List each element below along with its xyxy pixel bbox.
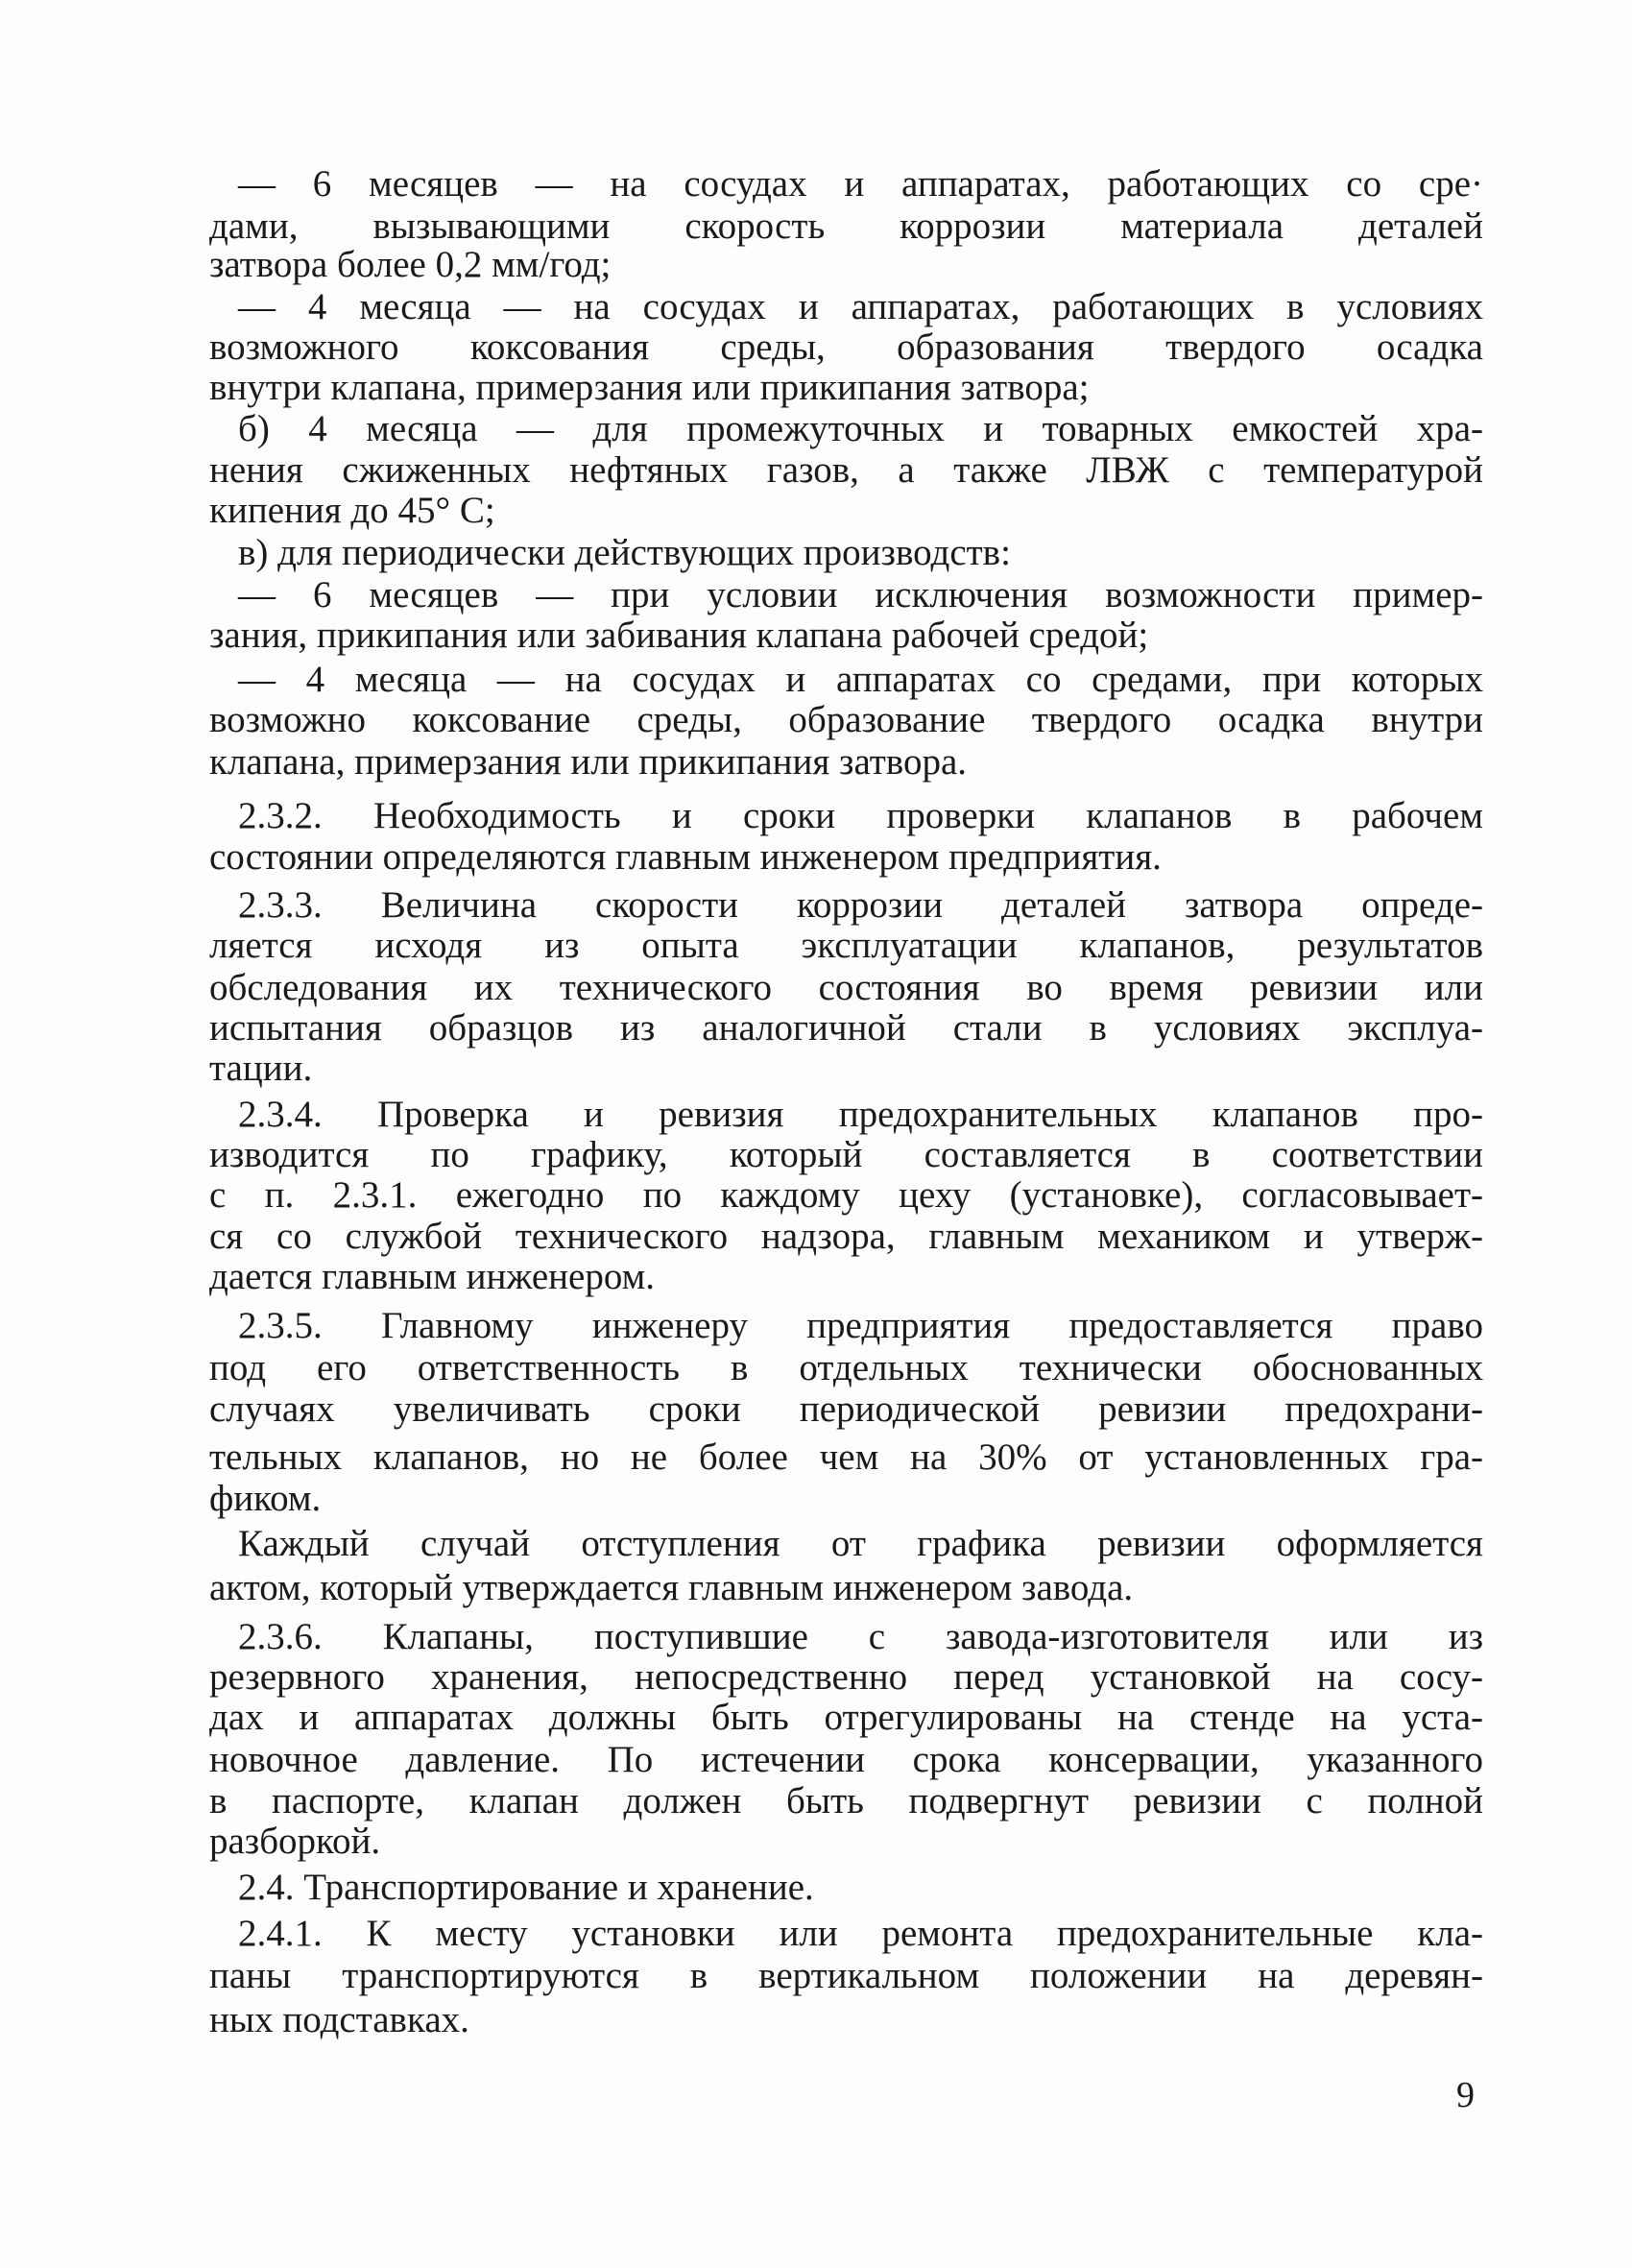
text-line: паны транспортируются в вертикальном положении на деревян- <box>209 1955 1483 1996</box>
text-line: ных подставках. <box>209 1999 469 2040</box>
text-line: 2.3.5. Главному инженеру предприятия предоставляется право <box>238 1305 1483 1346</box>
text-line: разборкой. <box>209 1821 381 1862</box>
text-line: внутри клапана, примерзания или прикипания затвора; <box>209 367 1090 408</box>
text-line: в паспорте, клапан должен быть подвергнут ревизии с полной <box>209 1780 1483 1822</box>
text-line: возможного коксования среды, образования твердого осадка <box>209 326 1483 368</box>
text-line: новочное давление. По истечении срока консервации, указанного <box>209 1739 1483 1780</box>
text-line: испытания образцов из аналогичной стали в условиях эксплуа- <box>209 1007 1483 1049</box>
text-line: резервного хранения, непосредственно перед установкой на сосу- <box>209 1656 1483 1698</box>
text-line: 2.4. Транспортирование и хранение. <box>238 1867 814 1908</box>
text-line: дах и аппаратах должны быть отрегулированы на стенде на уста- <box>209 1697 1483 1738</box>
text-line: под его ответственность в отдельных технически обоснованных <box>209 1347 1483 1388</box>
text-line: дами, вызывающими скорость коррозии материала деталей <box>209 205 1483 247</box>
text-line: нения сжиженных нефтяных газов, а также ЛВЖ с температурой <box>209 449 1483 491</box>
text-line: возможно коксование среды, образование твердого осадка внутри <box>209 699 1483 740</box>
text-line: 2.3.6. Клапаны, поступившие с завода-изготовителя или из <box>238 1616 1483 1657</box>
text-line: — 6 месяцев — на сосудах и аппаратах, работающих со сре· <box>238 163 1483 205</box>
text-line: случаях увеличивать сроки периодической ревизии предохрани- <box>209 1388 1483 1430</box>
text-line: ся со службой технического надзора, главным механиком и утверж- <box>209 1216 1483 1257</box>
text-line: клапана, примерзания или прикипания затвора. <box>209 741 968 783</box>
text-line: состоянии определяются главным инженером предприятия. <box>209 836 1162 878</box>
text-line: 2.3.4. Проверка и ревизия предохранительных клапанов про- <box>238 1094 1483 1135</box>
text-line: тельных клапанов, но не более чем на 30% от установленных гра- <box>209 1436 1483 1478</box>
text-line: актом, который утверждается главным инженером завода. <box>209 1567 1134 1608</box>
text-line: б) 4 месяца — для промежуточных и товарных емкостей хра- <box>238 408 1483 449</box>
text-line: дается главным инженером. <box>209 1256 656 1297</box>
text-line: обследования их технического состояния во время ревизии или <box>209 967 1483 1008</box>
text-line: с п. 2.3.1. ежегодно по каждому цеху (установке), согласовывает- <box>209 1174 1483 1216</box>
text-line: Каждый случай отступления от графика ревизии оформляется <box>238 1523 1483 1564</box>
text-line: — 4 месяца — на сосудах и аппаратах со средами, при которых <box>238 659 1483 700</box>
text-line: ляется исходя из опыта эксплуатации клапанов, результатов <box>209 925 1483 966</box>
text-line: — 6 месяцев — при условии исключения возможности пример- <box>238 574 1483 615</box>
page-number: 9 <box>1456 2075 1475 2115</box>
text-line: 2.3.3. Величина скорости коррозии деталей затвора опреде- <box>238 884 1483 926</box>
text-line: тации. <box>209 1048 313 1089</box>
text-line: фиком. <box>209 1478 322 1519</box>
text-line: 2.3.2. Необходимость и сроки проверки клапанов в рабочем <box>238 795 1483 836</box>
text-line: зания, прикипания или забивания клапана рабочей средой; <box>209 615 1149 656</box>
text-line: 2.4.1. К месту установки или ремонта предохранительные кла- <box>238 1913 1483 1954</box>
text-line: изводится по графику, который составляется в соответствии <box>209 1134 1483 1175</box>
text-line: в) для периодически действующих производств: <box>238 532 1011 573</box>
text-line: — 4 месяца — на сосудах и аппаратах, работающих в условиях <box>238 286 1483 327</box>
text-line: кипения до 45° С; <box>209 490 495 531</box>
text-line: затвора более 0,2 мм/год; <box>209 244 612 285</box>
